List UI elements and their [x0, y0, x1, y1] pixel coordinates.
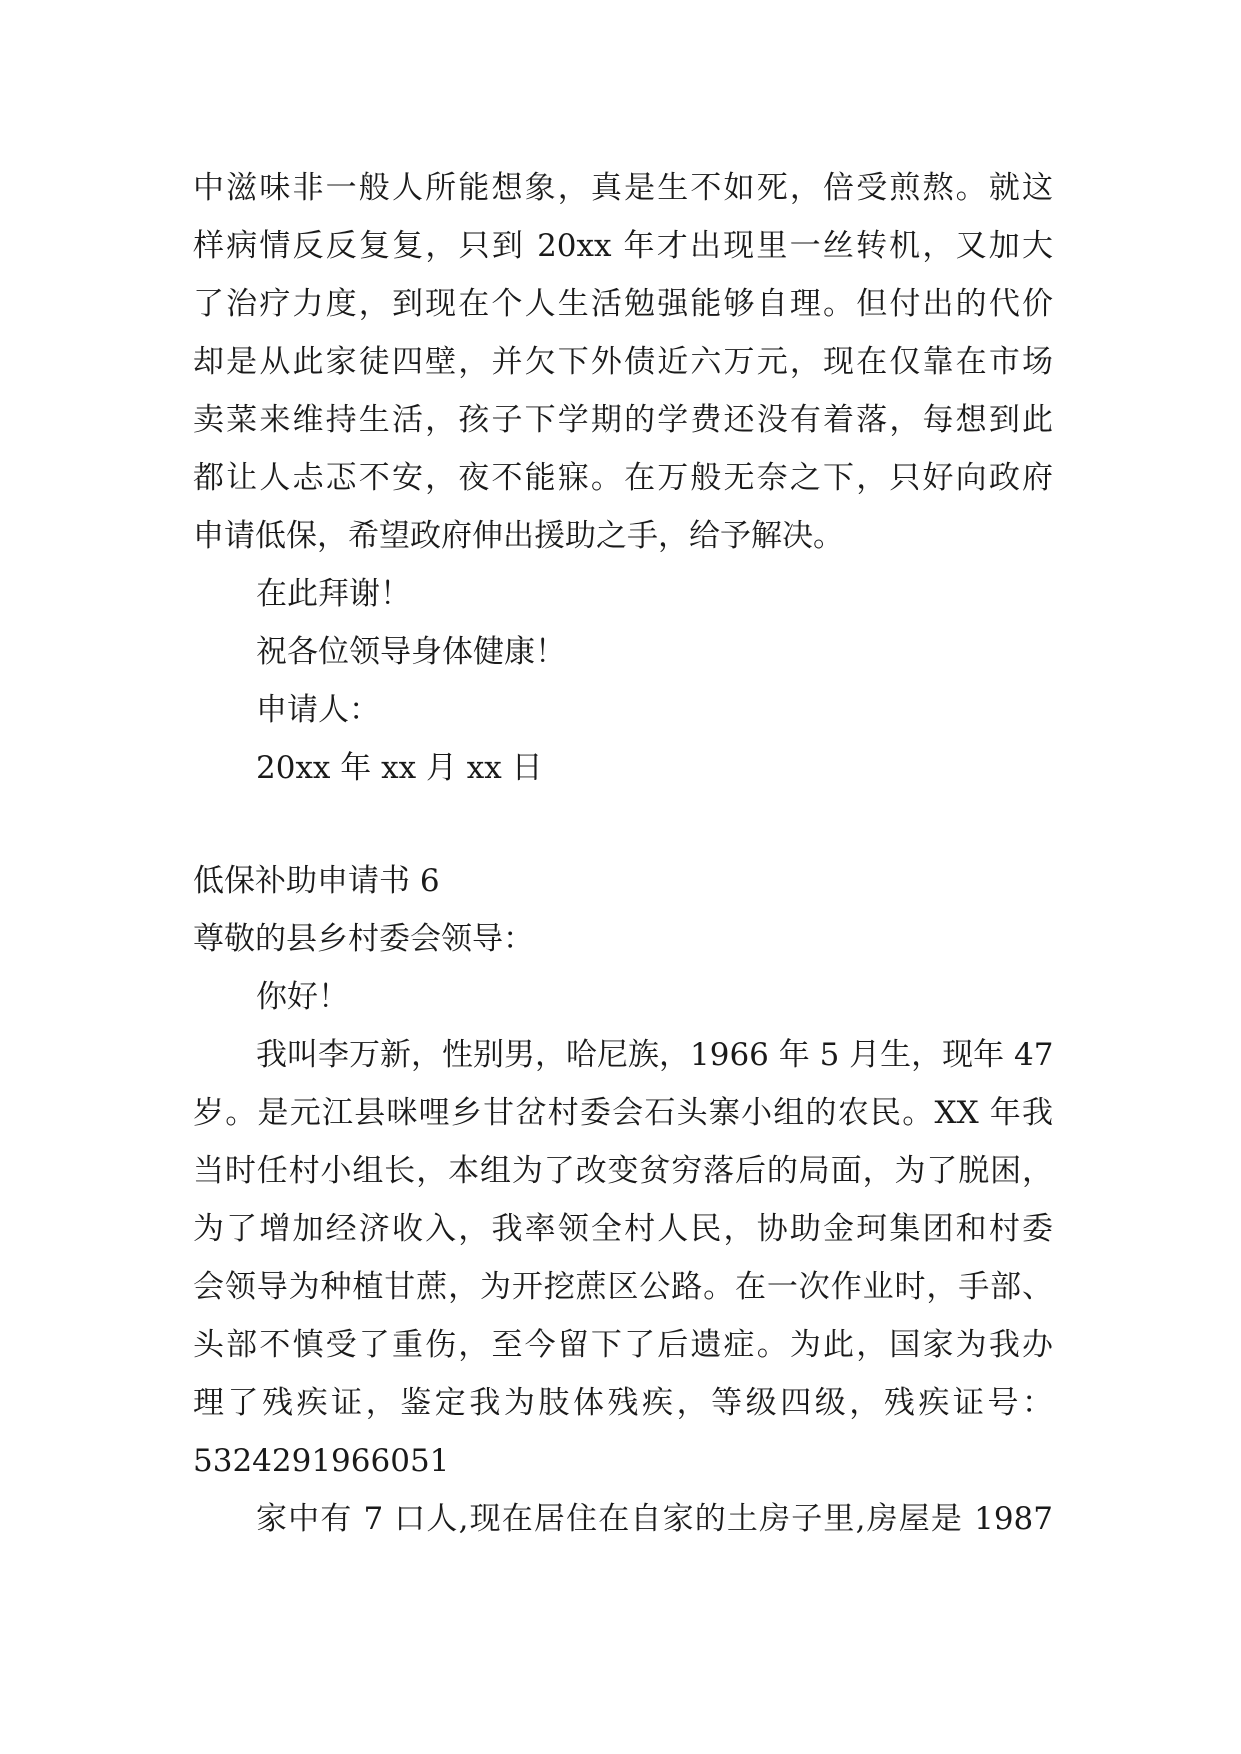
body-text-line: 理了残疾证，鉴定我为肢体残疾，等级四级，残疾证号： [193, 1385, 1053, 1421]
body-text-line: 卖菜来维持生活，孩子下学期的学费还没有着落，每想到此 [193, 402, 1053, 438]
greeting: 你好！ [256, 979, 349, 1015]
certificate-number: 5324291966051 [193, 1443, 450, 1479]
salutation: 尊敬的县乡村委会领导： [193, 921, 534, 957]
body-text-line: 样病情反反复复，只到 20xx 年才出现里一丝转机，又加大 [193, 228, 1053, 264]
body-text-line: 会领导为种植甘蔗，为开挖蔗区公路。在一次作业时，手部、 [193, 1269, 1053, 1305]
body-text-line: 中滋味非一般人所能想象，真是生不如死，倍受煎熬。就这 [193, 170, 1053, 206]
body-text-line: 申请低保，希望政府伸出援助之手，给予解决。 [193, 518, 844, 554]
wishes-line: 祝各位领导身体健康！ [256, 634, 566, 670]
thanks-line: 在此拜谢！ [256, 576, 411, 612]
body-text-line: 却是从此家徒四壁，并欠下外债近六万元，现在仅靠在市场 [193, 344, 1053, 380]
applicant-label: 申请人： [256, 692, 380, 728]
body-text-line: 为了增加经济收入，我率领全村人民，协助金珂集团和村委 [193, 1211, 1053, 1247]
body-text-line: 当时任村小组长，本组为了改变贫穷落后的局面，为了脱困， [193, 1153, 1053, 1189]
body-text-line: 都让人忐忑不安，夜不能寐。在万般无奈之下，只好向政府 [193, 460, 1053, 496]
body-text-line: 岁。是元江县咪哩乡甘岔村委会石头寨小组的农民。XX 年我 [193, 1095, 1053, 1131]
body-text-line: 家中有 7 口人,现在居住在自家的土房子里,房屋是 1987 [256, 1501, 1053, 1537]
body-text-line: 了治疗力度，到现在个人生活勉强能够自理。但付出的代价 [193, 286, 1053, 322]
section-title: 低保补助申请书 6 [193, 863, 440, 899]
date-line: 20xx 年 xx 月 xx 日 [256, 750, 543, 786]
body-text-line: 我叫李万新，性别男，哈尼族，1966 年 5 月生，现年 47 [256, 1037, 1054, 1073]
body-text-line: 头部不慎受了重伤，至今留下了后遗症。为此，国家为我办 [193, 1327, 1053, 1363]
